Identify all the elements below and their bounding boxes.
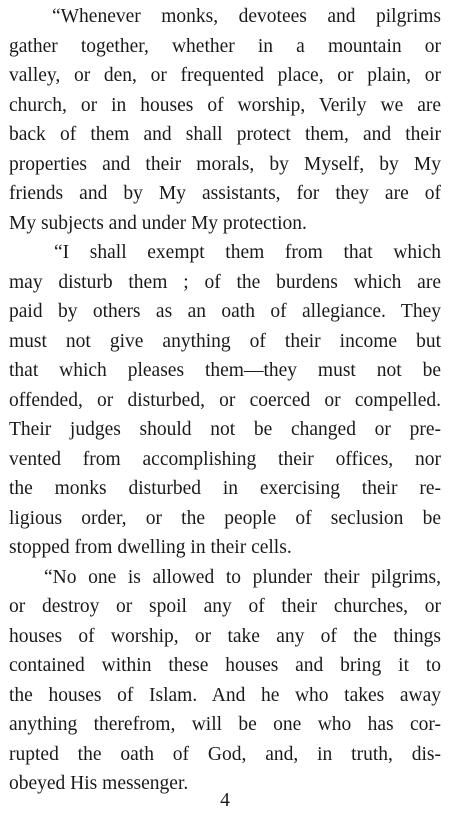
text-line: gather together, whether in a mountain or [9,35,441,57]
text-line: stopped from dwelling in their cells. [9,537,292,558]
text-line: houses of worship, or take any of the things [9,625,441,647]
paragraph-2 [9,238,441,563]
paragraph-1 [9,2,441,238]
text-line: or destroy or spoil any of their churches, or [9,596,441,617]
text-line: the monks disturbed in exercising their re- [9,478,441,499]
text-line: vented from accomplishing their offices, nor [9,448,441,470]
text-line: “I shall exempt them from that which [54,242,441,263]
text-line: obeyed His messenger. [9,773,189,794]
text-line: valley, or den, or frequented place, or plain, or [9,65,441,86]
document-page [9,2,441,799]
text-line: properties and their morals, by Myself, by My [9,153,441,175]
text-line: anything therefrom, will be one who has cor- [9,714,441,735]
text-line: that which pleases them—they must not be [9,360,441,381]
text-line: may disturb them ; of the burdens which are [9,271,441,293]
text-line: “No one is allowed to plunder their pilgrims, [44,566,441,588]
text-line: the houses of Islam. And he who takes away [9,684,441,706]
text-line: contained within these houses and bring it to [9,655,441,676]
text-line: “Whenever monks, devotees and pilgrims [52,6,441,27]
text-line: Their judges should not be changed or pre- [9,419,441,440]
paragraph-3 [9,563,441,799]
text-line: My subjects and under My protection. [9,212,307,234]
text-line: offended, or disturbed, or coerced or compelled. [9,389,441,411]
text-line: rupted the oath of God, and, in truth, dis- [9,743,441,765]
text-line: paid by others as an oath of allegiance. They [9,301,441,322]
text-line: church, or in houses of worship, Verily we are [9,94,441,116]
text-line: ligious order, or the people of seclusion be [9,507,441,529]
text-line: back of them and shall protect them, and their [9,124,441,145]
text-line: friends and by My assistants, for they are of [9,183,441,204]
page-number: 4 [220,790,230,811]
text-line: must not give anything of their income but [9,330,441,352]
